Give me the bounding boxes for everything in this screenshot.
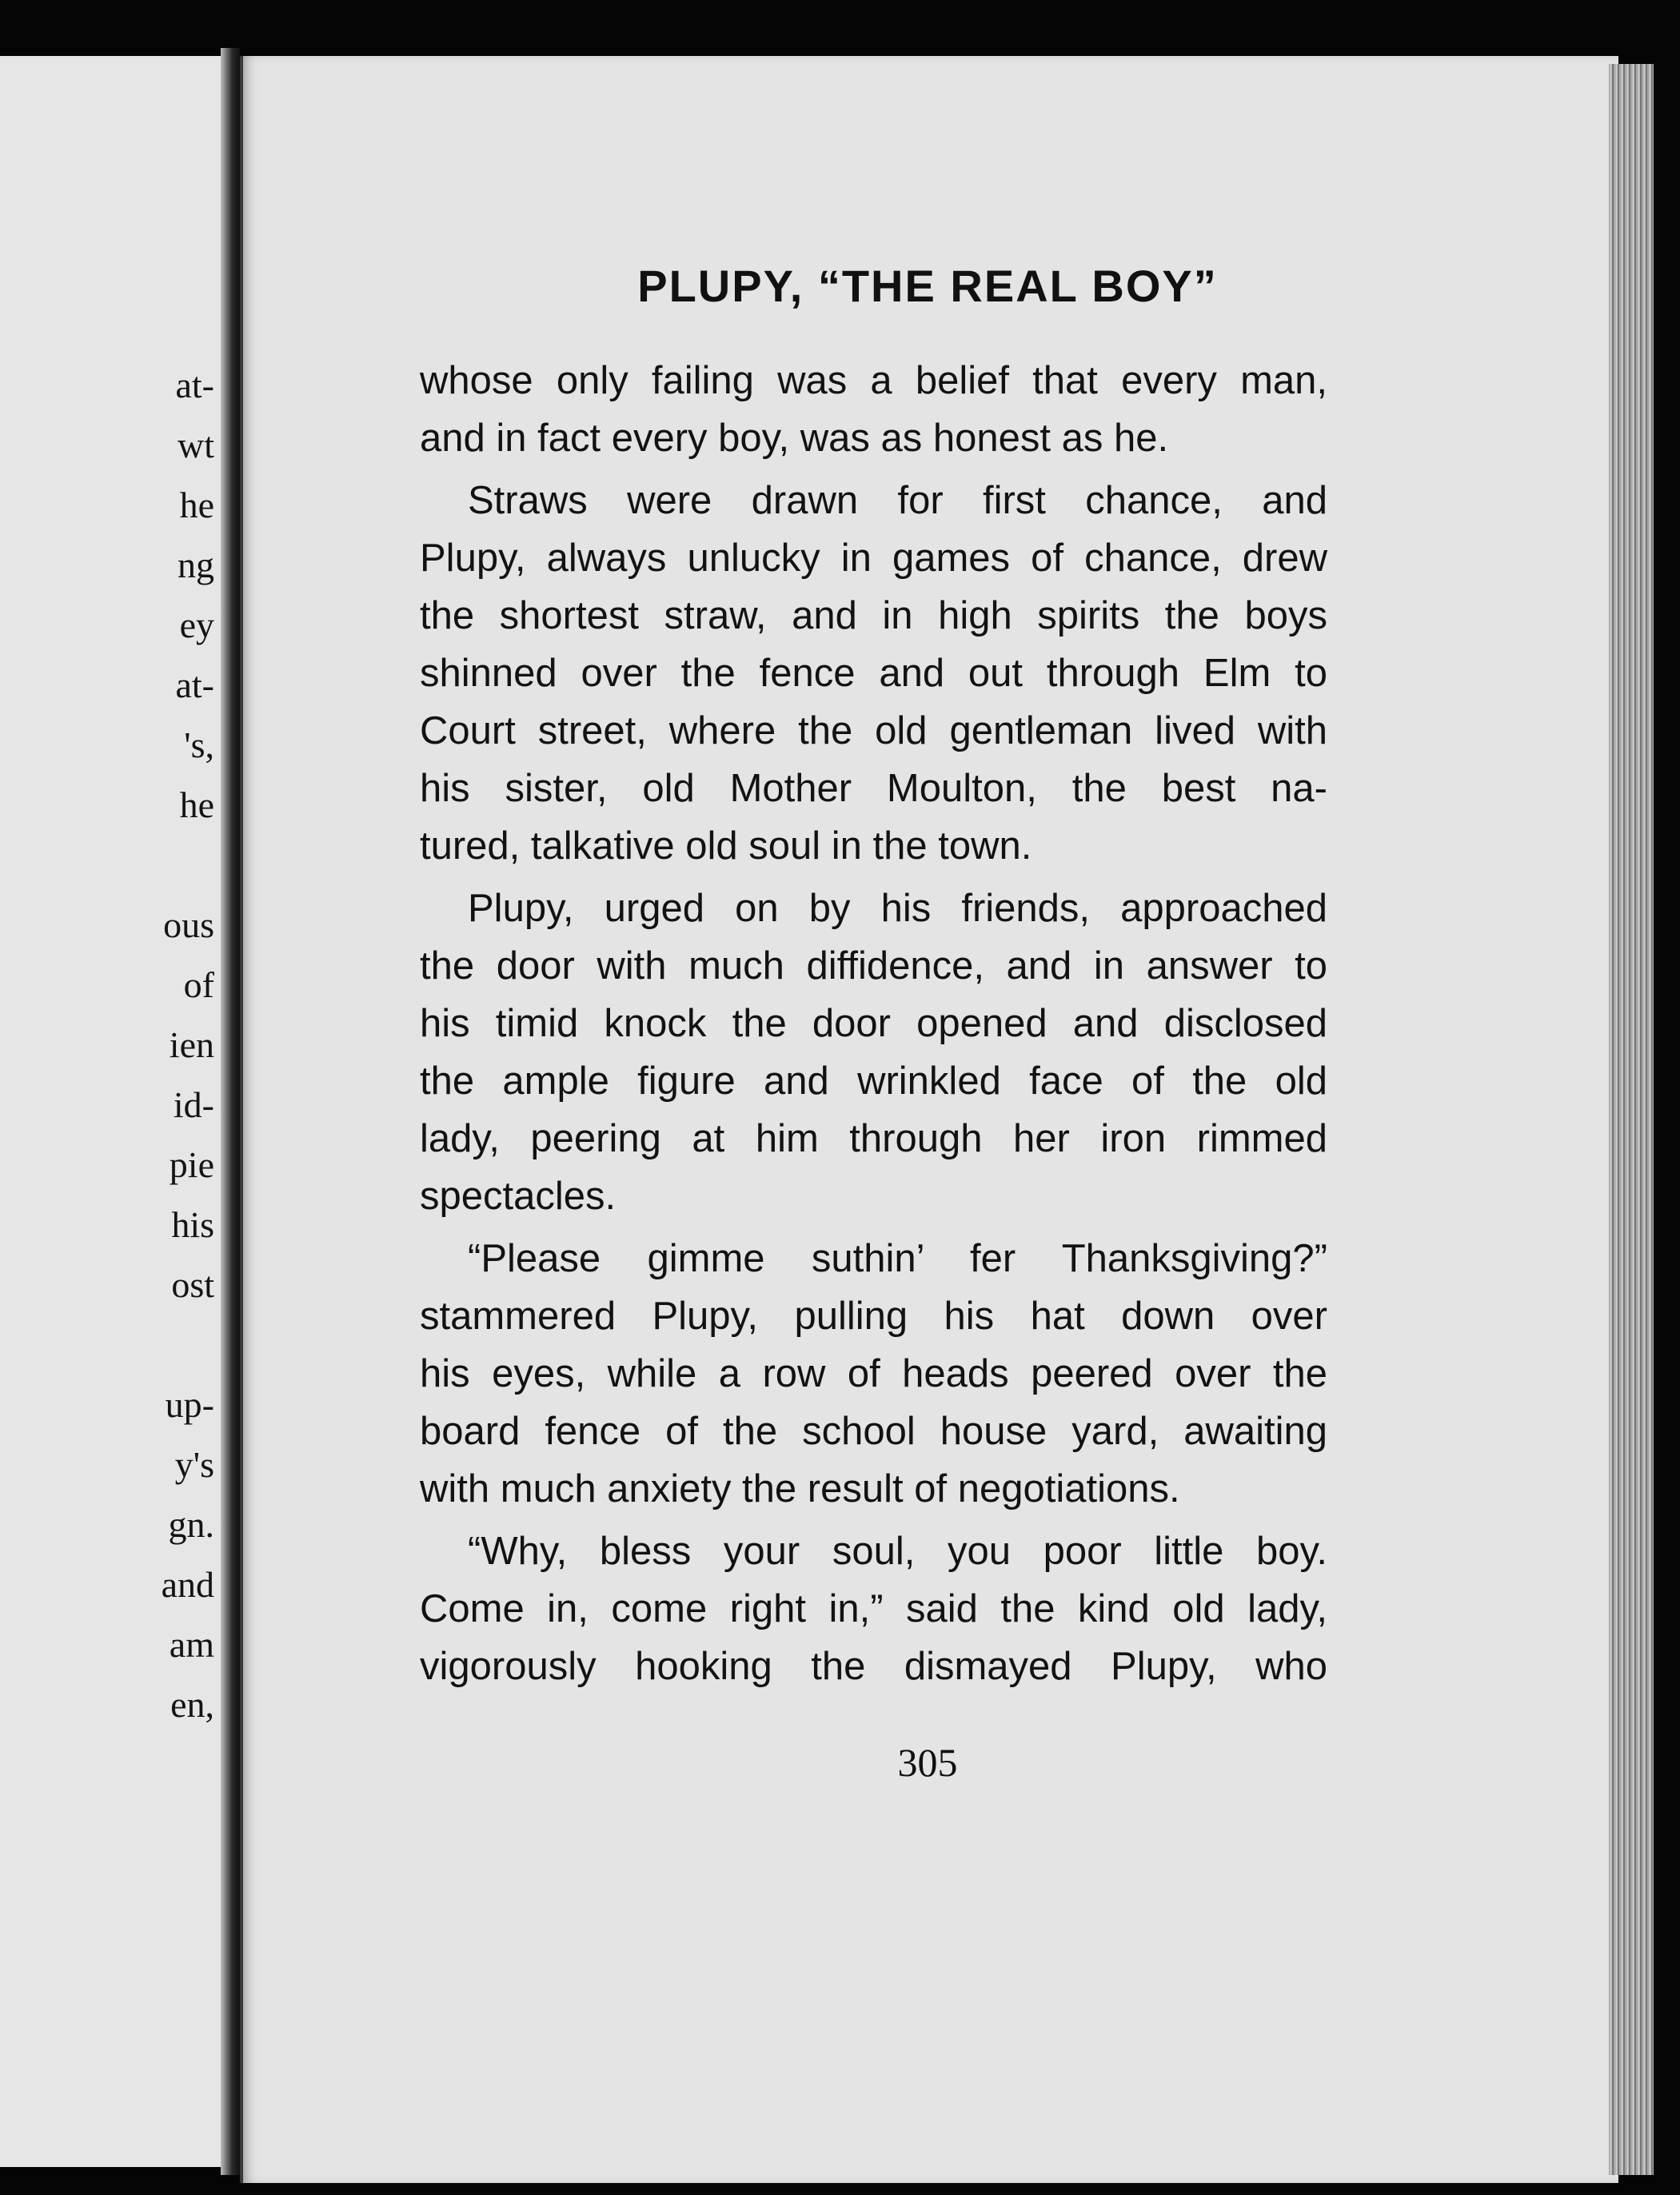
- left-fragment: at-: [175, 664, 214, 705]
- left-fragment: and: [161, 1564, 214, 1605]
- left-fragment: id-: [173, 1084, 214, 1125]
- text-line: with much anxiety the result of negotiations.: [420, 1467, 1180, 1511]
- text-line: spectacles.: [420, 1175, 617, 1218]
- text-line: “Why, bless your soul, you poor little boy.: [468, 1530, 1327, 1573]
- text-line: vigorously hooking the dismayed Plupy, who: [420, 1645, 1327, 1688]
- left-fragment: his: [171, 1204, 214, 1245]
- left-fragment: at-: [175, 365, 214, 405]
- left-fragment: he: [179, 485, 214, 525]
- text-line: his sister, old Mother Moulton, the best na-: [420, 767, 1327, 810]
- left-facing-page: [0, 56, 225, 2167]
- text-line: the door with much diffidence, and in answer to: [420, 944, 1327, 988]
- left-fragment: gn.: [168, 1504, 214, 1545]
- left-fragment: ost: [171, 1264, 214, 1305]
- left-fragment: wt: [178, 425, 214, 465]
- text-line: Plupy, urged on by his friends, approached: [468, 887, 1327, 930]
- page-number: 305: [897, 1740, 958, 1785]
- text-line: and in fact every boy, was as honest as he.: [420, 417, 1169, 460]
- left-fragment: ng: [178, 545, 214, 585]
- text-line: stammered Plupy, pulling his hat down over: [420, 1295, 1327, 1338]
- text-line: “Please gimme suthin’ fer Thanksgiving?”: [468, 1237, 1327, 1280]
- text-line: shinned over the fence and out through Elm to: [420, 652, 1327, 695]
- text-line: whose only failing was a belief that every man,: [420, 359, 1327, 402]
- left-fragment: en,: [170, 1684, 214, 1725]
- text-line: board fence of the school house yard, awaiting: [420, 1410, 1327, 1453]
- left-fragment: of: [183, 964, 214, 1005]
- left-fragment: up-: [165, 1384, 214, 1425]
- running-head: PLUPY, “THE REAL BOY”: [637, 261, 1218, 311]
- text-line: his timid knock the door opened and disclosed: [420, 1002, 1327, 1045]
- text-line: Plupy, always unlucky in games of chance, drew: [420, 537, 1327, 580]
- book-gutter: [221, 48, 240, 2175]
- left-fragment: ien: [169, 1024, 214, 1065]
- text-line: Straws were drawn for first chance, and: [468, 479, 1327, 522]
- text-line: the shortest straw, and in high spirits the boys: [420, 594, 1327, 637]
- text-line: Come in, come right in,” said the kind old lady,: [420, 1587, 1327, 1630]
- left-fragment: ous: [163, 904, 214, 945]
- left-fragment: 's,: [184, 724, 214, 765]
- text-line: tured, talkative old soul in the town.: [420, 824, 1032, 868]
- left-fragment: pie: [169, 1144, 214, 1185]
- text-line: his eyes, while a row of heads peered over the: [420, 1352, 1327, 1395]
- left-fragment: ey: [179, 605, 214, 645]
- text-line: Court street, where the old gentleman lived with: [420, 709, 1327, 752]
- left-fragment: y's: [174, 1444, 214, 1485]
- text-line: lady, peering at him through her iron rimmed: [420, 1117, 1327, 1160]
- left-fragment: am: [169, 1624, 214, 1665]
- left-fragment: he: [179, 784, 214, 825]
- scan-border: [1654, 0, 1680, 2195]
- text-line: the ample figure and wrinkled face of the old: [420, 1060, 1327, 1103]
- page-edges: [1609, 64, 1654, 2175]
